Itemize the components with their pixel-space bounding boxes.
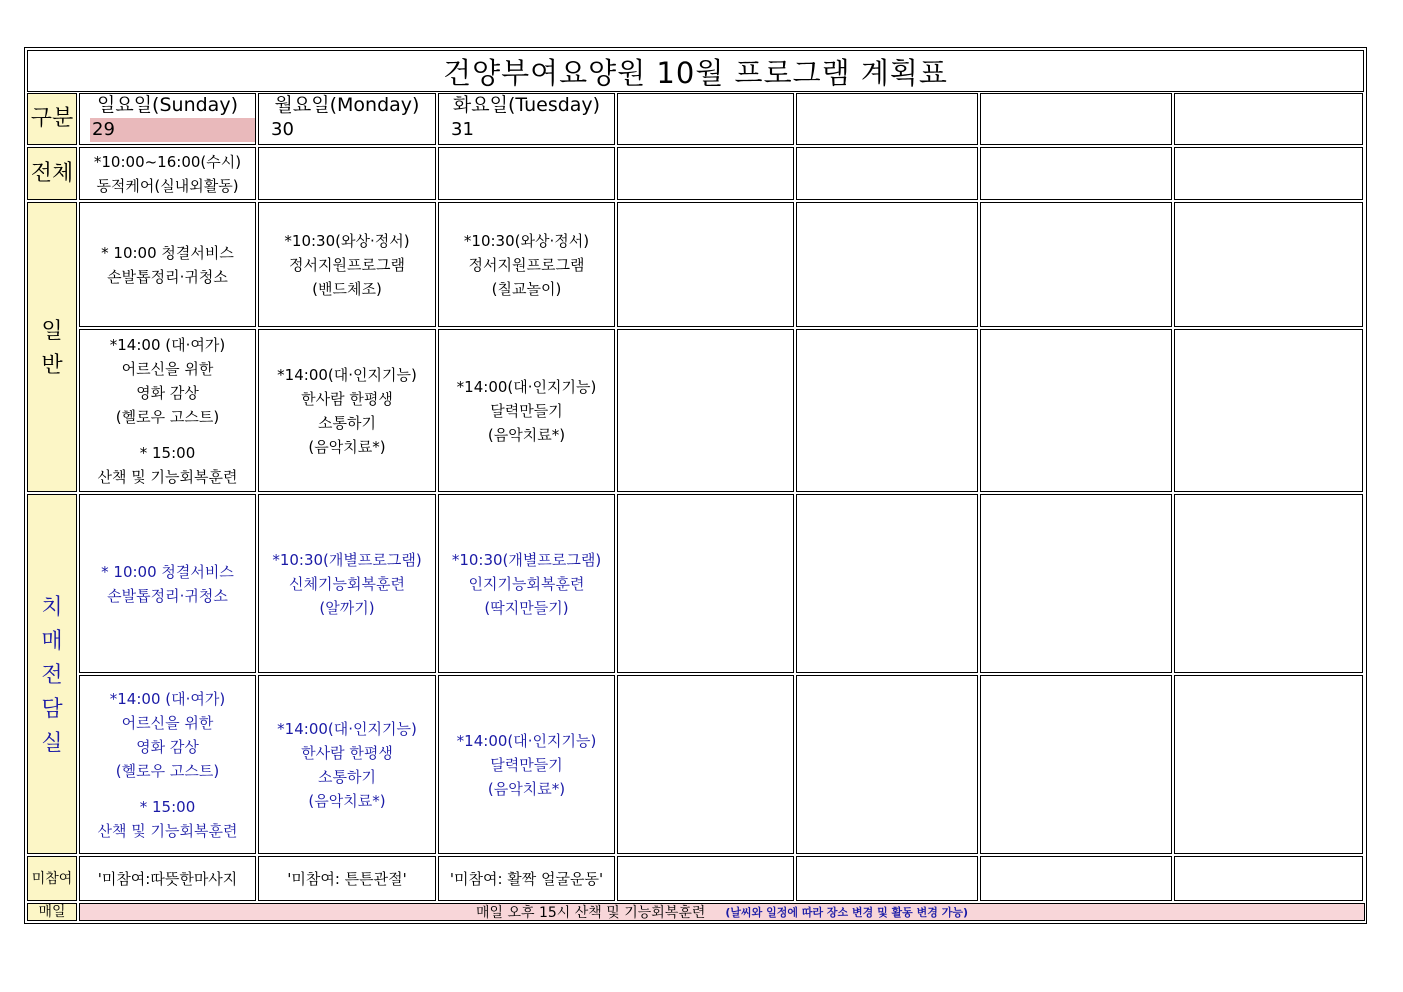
program-line: 영화 감상	[136, 383, 199, 402]
category-char: 일	[41, 319, 63, 344]
day-header-3	[617, 93, 794, 145]
program-line: 신체기능회복훈련	[289, 574, 405, 593]
category-label-daily: 매일	[27, 903, 77, 921]
program-line: 한사람 한평생	[301, 743, 393, 762]
program-line: * 15:00	[139, 443, 196, 462]
day-header-2	[438, 93, 615, 145]
all-cell-3	[617, 147, 794, 200]
day-name	[981, 94, 1171, 118]
day-header-1	[258, 93, 436, 145]
day-date	[797, 118, 977, 142]
program-line: *10:30(와상·정서)	[463, 231, 590, 250]
dementia-pm-cell-2	[438, 675, 615, 854]
program-line: *14:00(대·인지기능)	[456, 377, 597, 396]
program-line: *14:00(대·인지기능)	[456, 731, 597, 750]
program-line: (헬로우 고스트)	[115, 761, 220, 780]
dementia-am-cell-6	[1174, 494, 1363, 673]
program-line: 산책 및 기능회복훈련	[97, 821, 238, 840]
general-am-cell-0	[79, 202, 256, 327]
category-label-general	[27, 202, 77, 492]
all-cell-4	[796, 147, 978, 200]
program-line: 손발톱정리·귀청소	[107, 267, 228, 286]
all-cell-2	[438, 147, 615, 200]
dementia-am-cell-0	[79, 494, 256, 673]
day-name	[1175, 94, 1362, 118]
program-line: (음악치료*)	[487, 425, 566, 444]
general-pm-cell-3	[617, 329, 794, 492]
category-label-absent: 미참여	[27, 856, 77, 901]
program-line: (음악치료*)	[487, 779, 566, 798]
daily-bar	[79, 903, 1365, 921]
day-name: 월요일(Monday)	[274, 94, 420, 116]
daily-text: 매일 오후 15시 산책 및 기능회복훈련	[476, 905, 706, 921]
general-am-cell-1	[258, 202, 436, 327]
category-label-all: 전체	[27, 147, 77, 200]
program-line: 인지기능회복훈련	[468, 574, 585, 593]
program-line: *10:30(개별프로그램)	[272, 550, 422, 569]
program-line: 달력만들기	[490, 401, 563, 420]
dementia-pm-cell-1	[258, 675, 436, 854]
absent-cell-0: '미참여:따뜻한마사지	[79, 856, 256, 901]
program-line: 어르신을 위한	[121, 713, 214, 732]
all-cell-1	[258, 147, 436, 200]
program-line: 소통하기	[318, 767, 376, 786]
program-line: 어르신을 위한	[121, 359, 214, 378]
day-header-5	[980, 93, 1172, 145]
day-name: 화요일(Tuesday)	[452, 94, 601, 116]
program-line: (음악치료*)	[308, 437, 386, 456]
absent-cell-2: '미참여: 활짝 얼굴운동'	[438, 856, 615, 901]
day-name	[797, 94, 977, 118]
absent-cell-3	[617, 856, 794, 901]
program-line: *14:00 (대·여가)	[109, 335, 226, 354]
program-line: (음악치료*)	[308, 791, 386, 810]
general-pm-cell-4	[796, 329, 978, 492]
program-line: *10:30(개별프로그램)	[451, 550, 602, 569]
category-char: 매	[41, 629, 63, 654]
dementia-pm-cell-0	[79, 675, 256, 854]
program-line: (헬로우 고스트)	[115, 407, 220, 426]
dementia-am-cell-2	[438, 494, 615, 673]
program-line: 영화 감상	[136, 737, 199, 756]
program-line: 소통하기	[318, 413, 376, 432]
general-pm-cell-5	[980, 329, 1172, 492]
program-line: *14:00 (대·여가)	[109, 689, 226, 708]
day-date	[981, 118, 1171, 142]
absent-cell-4	[796, 856, 978, 901]
program-line: *10:30(와상·정서)	[284, 231, 410, 250]
absent-cell-6	[1174, 856, 1363, 901]
program-line: 달력만들기	[490, 755, 563, 774]
dementia-am-cell-5	[980, 494, 1172, 673]
general-am-cell-6	[1174, 202, 1363, 327]
program-line: *10:00~16:00(수시)	[93, 152, 242, 171]
all-cell-5	[980, 147, 1172, 200]
day-date	[618, 118, 793, 142]
day-name: 일요일(Sunday)	[97, 94, 238, 116]
general-am-cell-5	[980, 202, 1172, 327]
daily-note: (날씨와 일정에 따라 장소 변경 및 활동 변경 가능)	[725, 906, 968, 919]
category-char: 치	[41, 595, 63, 620]
program-line: (밴드체조)	[312, 279, 382, 298]
category-label-dementia	[27, 494, 77, 854]
dementia-am-cell-4	[796, 494, 978, 673]
dementia-pm-cell-5	[980, 675, 1172, 854]
category-char: 반	[41, 353, 63, 378]
program-line: 산책 및 기능회복훈련	[97, 467, 238, 486]
absent-cell-5	[980, 856, 1172, 901]
category-char: 실	[41, 731, 63, 756]
program-line: 한사람 한평생	[301, 389, 393, 408]
general-am-cell-4	[796, 202, 978, 327]
dementia-am-cell-3	[617, 494, 794, 673]
category-char: 전	[41, 663, 63, 688]
dementia-am-cell-1	[258, 494, 436, 673]
program-line: * 10:00 청결서비스	[101, 562, 234, 581]
general-pm-cell-1	[258, 329, 436, 492]
day-date: 29	[90, 118, 255, 142]
day-header-4	[796, 93, 978, 145]
program-line: 동적케어(실내외활동)	[96, 176, 239, 195]
day-name	[618, 94, 793, 118]
program-line: (칠교놀이)	[491, 279, 562, 298]
all-cell-0	[79, 147, 256, 200]
program-line: * 10:00 청결서비스	[101, 243, 234, 262]
day-date	[1175, 118, 1362, 142]
program-line: 손발톱정리·귀청소	[107, 586, 228, 605]
general-am-cell-2	[438, 202, 615, 327]
day-header-0	[79, 93, 256, 145]
general-pm-cell-2	[438, 329, 615, 492]
program-line: (알까기)	[319, 598, 375, 617]
day-date: 30	[271, 119, 294, 140]
general-pm-cell-0	[79, 329, 256, 492]
absent-cell-1: '미참여: 튼튼관절'	[258, 856, 436, 901]
program-line: 정서지원프로그램	[289, 255, 405, 274]
dementia-pm-cell-3	[617, 675, 794, 854]
category-label-header: 구분	[27, 93, 77, 145]
day-date: 31	[451, 119, 474, 140]
day-header-6	[1174, 93, 1363, 145]
program-line: *14:00(대·인지기능)	[277, 365, 417, 384]
program-line: (딱지만들기)	[484, 598, 569, 617]
dementia-pm-cell-6	[1174, 675, 1363, 854]
program-line: *14:00(대·인지기능)	[277, 719, 417, 738]
program-line: 정서지원프로그램	[468, 255, 585, 274]
general-am-cell-3	[617, 202, 794, 327]
program-line: * 15:00	[139, 797, 196, 816]
general-pm-cell-6	[1174, 329, 1363, 492]
page-title: 건양부여요양원 10월 프로그램 계획표	[27, 50, 1364, 92]
all-cell-6	[1174, 147, 1363, 200]
dementia-pm-cell-4	[796, 675, 978, 854]
category-char: 담	[41, 697, 63, 722]
